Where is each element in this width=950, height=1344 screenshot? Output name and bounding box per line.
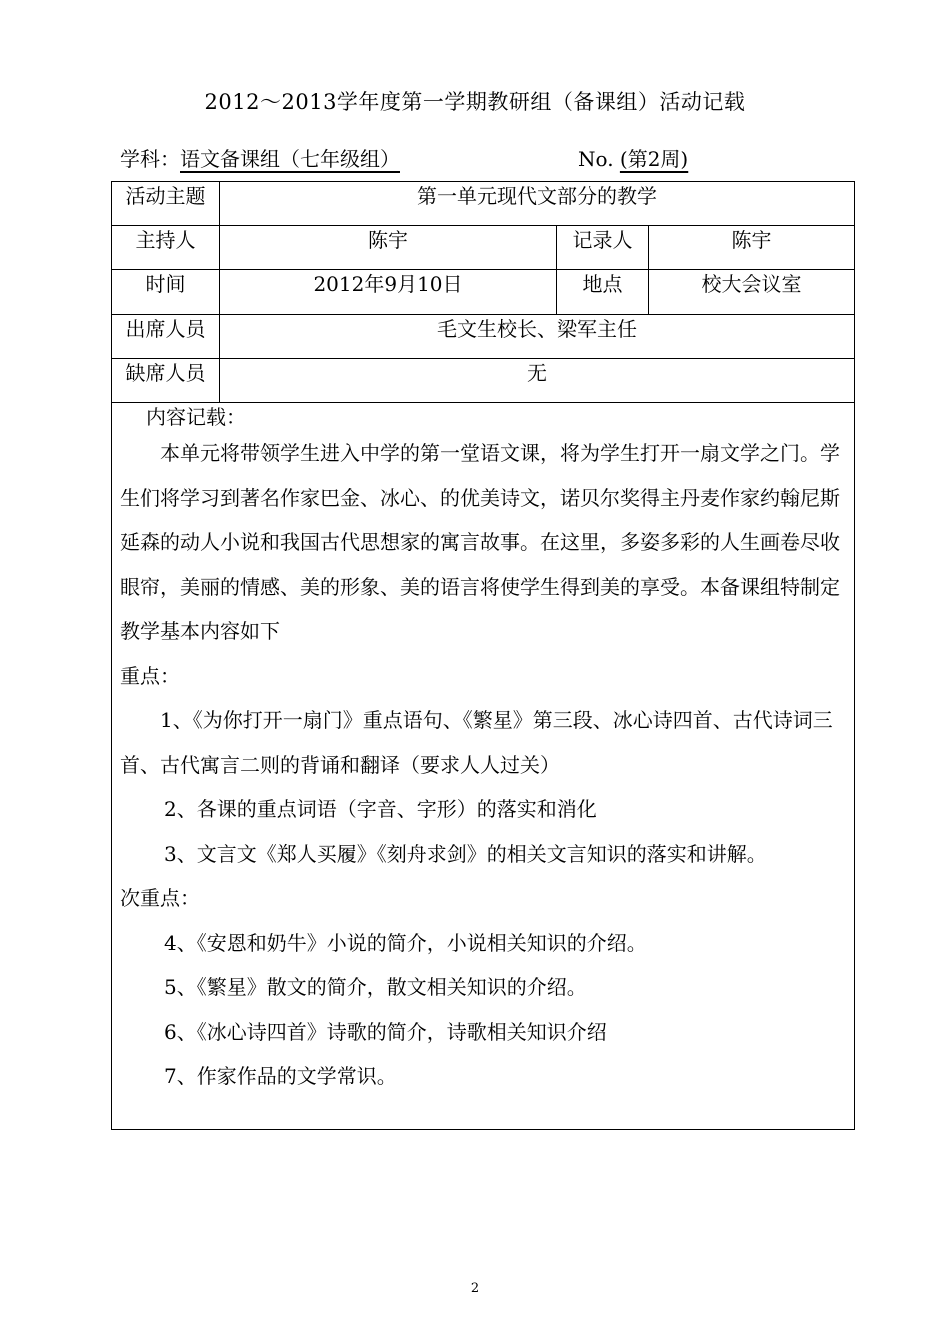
absent-row — [112, 359, 855, 403]
subject-line — [120, 143, 400, 172]
page-number: 2 — [470, 1281, 480, 1296]
time-row — [112, 270, 855, 315]
content-cell — [112, 403, 855, 1130]
attendees-value: 毛文生校长、梁军主任 — [220, 315, 855, 359]
recorder-value: 陈宇 — [649, 226, 855, 270]
secondary-points-heading: 次重点： — [120, 886, 200, 910]
key-points-heading: 重点： — [120, 663, 180, 688]
no-label: No. — [578, 147, 614, 171]
secondary-item: 4、《安恩和奶牛》小说的简介，小说相关知识的介绍。 — [164, 930, 647, 955]
content-intro: 本单元将带领学生进入中学的第一堂语文课，将为学生打开一扇文学之门。学生们将学习到著名作家巴金、冰心、的优美诗文，诺贝尔奖得主丹麦作家约翰尼斯延森的动人小说和我国古代思想家的寓言故事。在这里，多姿多彩的人生画卷尽收眼帘，美丽的情感、美的形象、美的语言将使学生得到美的享受。本备课组特制定教学基本内容如下 — [120, 441, 840, 643]
subject-value: 语文备课组（七年级组） — [180, 147, 400, 171]
key-item: 2、各课的重点词语（字音、字形）的落实和消化 — [164, 797, 597, 821]
place-label: 地点 — [557, 270, 649, 315]
secondary-item: 7、作家作品的文学常识。 — [164, 1064, 397, 1088]
document-title: 2012～2013学年度第一学期教研组（备课组）活动记载 — [204, 90, 746, 114]
host-label: 主持人 — [112, 226, 220, 270]
key-item: 1、《为你打开一扇门》重点语句、《繁星》第三段、冰心诗四首、古代诗词三首、古代寓言二则的背诵和翻译（要求人人过关） — [120, 708, 833, 777]
subject-label: 学科： — [120, 147, 180, 171]
activity-record-table — [111, 181, 855, 1130]
topic-value: 第一单元现代文部分的教学 — [220, 182, 855, 226]
host-row — [112, 226, 855, 270]
no-value: (第2周) — [619, 147, 689, 171]
secondary-item: 6、《冰心诗四首》诗歌的简介，诗歌相关知识介绍 — [164, 1019, 607, 1044]
topic-label: 活动主题 — [112, 182, 220, 226]
place-value: 校大会议室 — [649, 270, 855, 315]
content-row — [112, 403, 855, 1130]
recorder-label: 记录人 — [557, 226, 649, 270]
time-value: 2012年9月10日 — [220, 270, 557, 315]
host-value: 陈宇 — [220, 226, 557, 270]
attendees-row — [112, 315, 855, 359]
topic-row — [112, 182, 855, 226]
week-number-line — [578, 143, 688, 172]
absent-label: 缺席人员 — [112, 359, 220, 403]
secondary-item: 5、《繁星》散文的简介，散文相关知识的介绍。 — [164, 975, 587, 999]
time-label: 时间 — [112, 270, 220, 315]
key-item: 3、文言文《郑人买履》《刻舟求剑》的相关文言知识的落实和讲解。 — [164, 841, 767, 866]
attendees-label: 出席人员 — [112, 315, 220, 359]
content-heading: 内容记载： — [146, 405, 246, 429]
absent-value: 无 — [220, 359, 855, 403]
